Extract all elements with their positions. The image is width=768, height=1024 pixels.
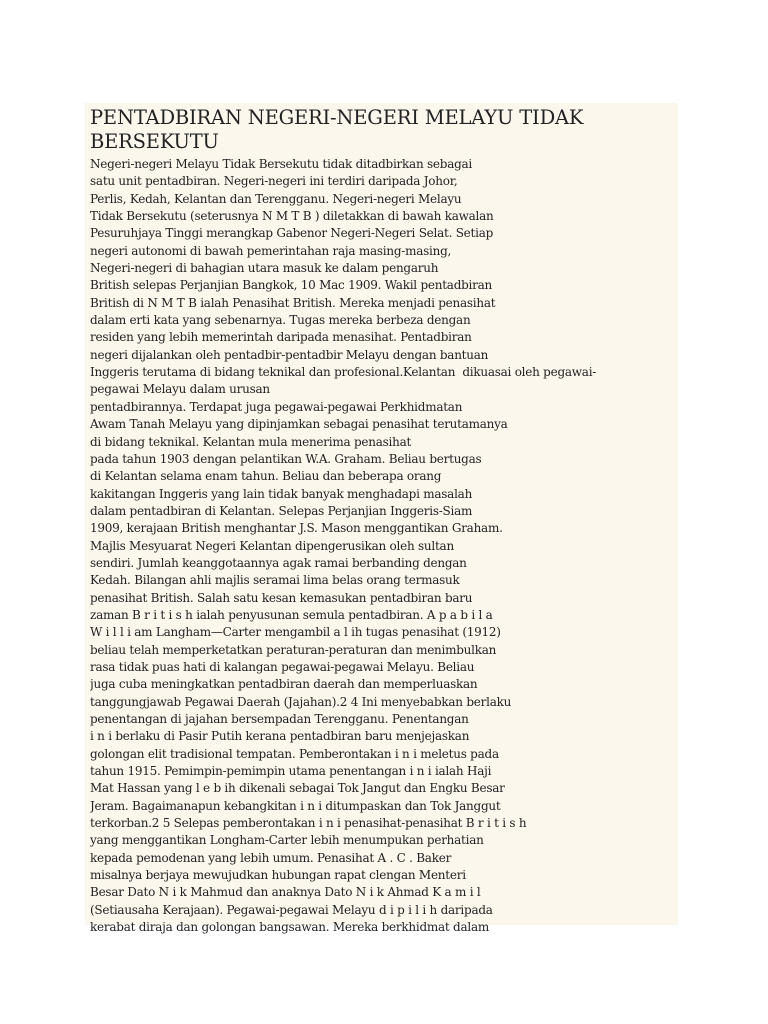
body-line: kakitangan Inggeris yang lain tidak banyak menghadapi masalah [90, 486, 473, 501]
body-line: di bidang teknikal. Kelantan mula menerima penasihat [90, 434, 412, 449]
title-line: BERSEKUTU [90, 130, 219, 153]
body-line: Mat Hassan yang l e b ih dikenali sebagai Tok Jangut dan Engku Besar [90, 781, 505, 796]
body-line: Majlis Mesyuarat Negeri Kelantan dipengerusikan oleh sultan [90, 538, 454, 553]
body-line: British selepas Perjanjian Bangkok, 10 Mac 1909. Wakil pentadbiran [90, 278, 493, 293]
body-line: zaman B r i t i s h ialah penyusunan semula pentadbiran. A p a b i l a [90, 607, 493, 622]
body-line: Negeri-negeri di bahagian utara masuk ke dalam pengaruh [90, 261, 439, 276]
title-line: PENTADBIRAN NEGERI-NEGERI MELAYU TIDAK [90, 106, 584, 129]
document-title [90, 106, 675, 154]
body-line: 1909, kerajaan British menghantar J.S. Mason menggantikan Graham. [90, 521, 503, 536]
body-line: Negeri-negeri Melayu Tidak Bersekutu tidak ditadbirkan sebagai [90, 157, 473, 171]
body-line: (Setiausaha Kerajaan). Pegawai-pegawai Melayu d i p i l i h daripada [90, 902, 493, 917]
body-line: Tidak Bersekutu (seterusnya N M T B ) diletakkan di bawah kawalan [90, 209, 494, 224]
body-line: W i l l i am Langham—Carter mengambil a l ih tugas penasihat (1912) [90, 625, 501, 640]
body-line: di Kelantan selama enam tahun. Beliau dan beberapa orang [90, 469, 442, 484]
body-line: satu unit pentadbiran. Negeri-negeri ini terdiri daripada Johor, [90, 174, 458, 189]
body-line: Perlis, Kedah, Kelantan dan Terengganu. Negeri-negeri Melayu [90, 191, 462, 206]
body-line: kepada pemodenan yang lebih umum. Penasihat A . C . Baker [90, 850, 452, 865]
body-line: dalam pentadbiran di Kelantan. Selepas Perjanjian Inggeris-Siam [90, 503, 473, 518]
body-line: British di N M T B ialah Penasihat British. Mereka menjadi penasihat [90, 295, 496, 310]
body-line: Inggeris terutama di bidang teknikal dan profesional.Kelantan dikuasai oleh pegawai- [90, 365, 597, 380]
body-line: beliau telah memperketatkan peraturan-peraturan dan menimbulkan [90, 642, 497, 657]
body-line: Pesuruhjaya Tinggi merangkap Gabenor Negeri-Negeri Selat. Setiap [90, 226, 494, 241]
document-body [90, 156, 650, 936]
body-line: pada tahun 1903 dengan pelantikan W.A. Graham. Beliau bertugas [90, 451, 482, 466]
body-line: Awam Tanah Melayu yang dipinjamkan sebagai penasihat terutamanya [90, 417, 508, 432]
body-line: juga cuba meningkatkan pentadbiran daerah dan memperluaskan [90, 677, 478, 692]
body-line: penentangan di jajahan bersempadan Terengganu. Penentangan [90, 712, 469, 726]
body-line: residen yang lebih memerintah daripada menasihat. Pentadbiran [90, 330, 472, 345]
body-line: yang menggantikan Longham-Carter lebih menumpukan perhatian [90, 833, 484, 848]
body-line: pegawai Melayu dalam urusan [90, 382, 270, 397]
body-line: i n i berlaku di Pasir Putih kerana pentadbiran baru menjejaskan [90, 729, 470, 744]
body-line: tanggungjawab Pegawai Daerah (Jajahan).2 4 Ini menyebabkan berlaku [90, 694, 512, 709]
body-line: terkorban.2 5 Selepas pemberontakan i n i penasihat-penasihat B r i t i s h [90, 816, 527, 831]
body-line: dalam erti kata yang sebenarnya. Tugas mereka berbeza dengan [90, 313, 471, 328]
body-line: pentadbirannya. Terdapat juga pegawai-pegawai Perkhidmatan [90, 399, 463, 414]
body-line: misalnya berjaya mewujudkan hubungan rapat clengan Menteri [90, 868, 466, 883]
body-line: rasa tidak puas hati di kalangan pegawai-pegawai Melayu. Beliau [90, 659, 475, 674]
body-line: penasihat British. Salah satu kesan kemasukan pentadbiran baru [90, 590, 473, 605]
body-line: tahun 1915. Pemimpin-pemimpin utama penentangan i n i ialah Haji [90, 764, 492, 779]
body-line: kerabat diraja dan golongan bangsawan. Mereka berkhidmat dalam [90, 920, 490, 935]
body-line: Besar Dato N i k Mahmud dan anaknya Dato N i k Ahmad K a m i l [90, 885, 481, 900]
body-line: golongan elit tradisional tempatan. Pemberontakan i n i meletus pada [90, 746, 499, 761]
body-line: sendiri. Jumlah keanggotaannya agak ramai berbanding dengan [90, 555, 467, 570]
body-line: Jeram. Bagaimanapun kebangkitan i n i ditumpaskan dan Tok Janggut [90, 798, 501, 813]
body-line: negeri autonomi di bawah pemerintahan raja masing-masing, [90, 243, 452, 258]
body-line: negeri dijalankan oleh pentadbir-pentadbir Melayu dengan bantuan [90, 347, 489, 362]
body-line: Kedah. Bilangan ahli majlis seramai lima belas orang termasuk [90, 573, 460, 588]
